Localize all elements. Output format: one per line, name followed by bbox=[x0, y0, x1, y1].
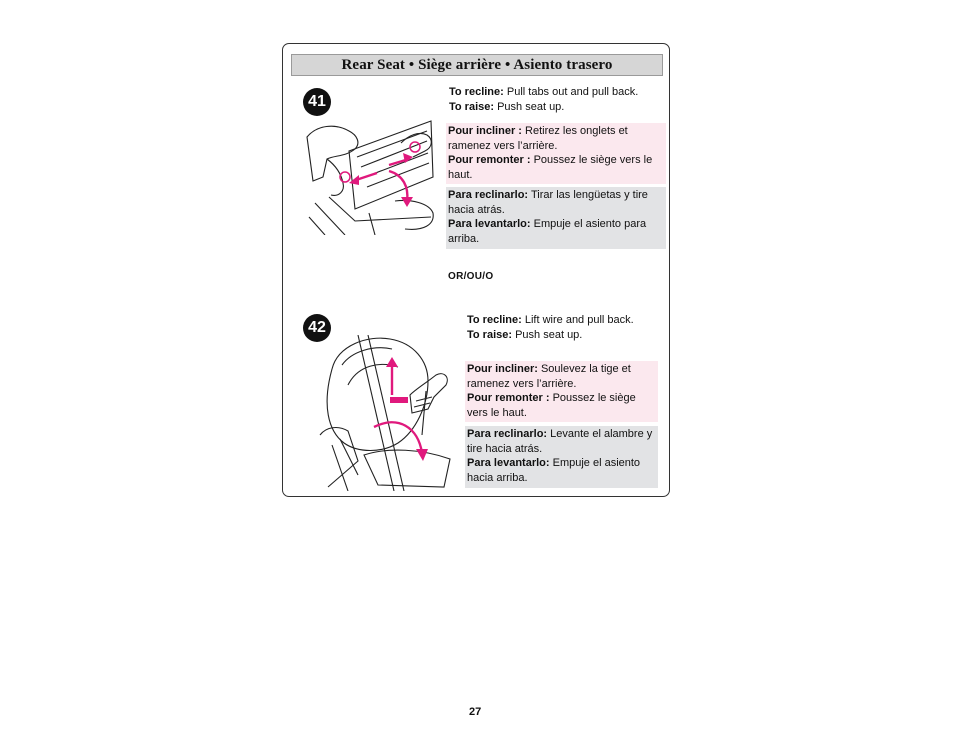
recline-wire-illustration bbox=[318, 335, 454, 491]
step42-spanish-text: Para reclinarlo: Levante el alambre y tire hacia atrás. Para levantarlo: Empuje el asiento hacia arriba. bbox=[465, 426, 658, 488]
step42-english-text: To recline: Lift wire and pull back. To raise: Push seat up. bbox=[467, 314, 634, 341]
step42-french-text: Pour incliner: Soulevez la tige et ramenez vers l’arrière. Pour remonter : Poussez le siège vers le haut. bbox=[465, 361, 658, 422]
step41-french-text: Pour incliner : Retirez les onglets et ramenez vers l’arrière. Pour remonter : Poussez le siège vers le haut. bbox=[446, 123, 666, 184]
page-number: 27 bbox=[469, 706, 482, 718]
step41-english-text: To recline: Pull tabs out and pull back. To raise: Push seat up. bbox=[449, 86, 639, 113]
section-title: Rear Seat • Siège arrière • Asiento trasero bbox=[291, 54, 663, 76]
or-label: OR/OU/O bbox=[448, 271, 494, 282]
step-number-42: 42 bbox=[303, 314, 331, 342]
step-number-41: 41 bbox=[303, 88, 331, 116]
step41-spanish-text: Para reclinarlo: Tirar las lengüetas y tire hacia atrás. Para levantarlo: Empuje el asiento para arriba. bbox=[446, 187, 666, 249]
recline-tabs-illustration bbox=[305, 117, 437, 235]
